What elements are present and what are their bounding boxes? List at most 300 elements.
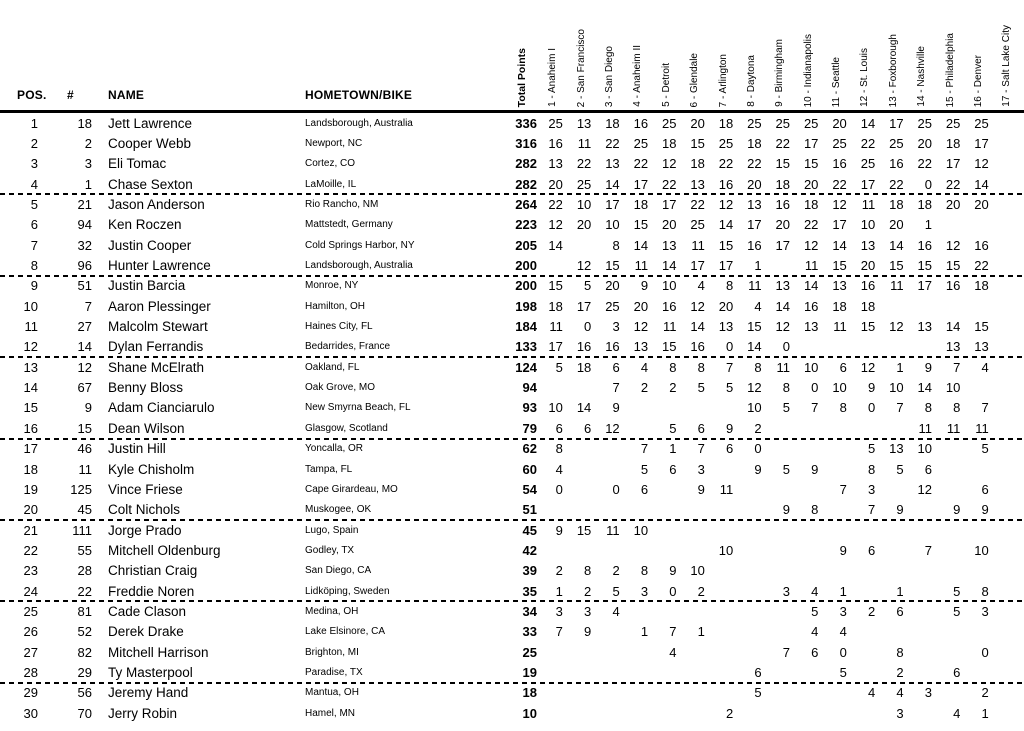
hometown-cell: Lidköping, Sweden xyxy=(305,585,390,597)
round-points-cell: 1 xyxy=(640,624,649,640)
pos-cell: 14 xyxy=(23,380,38,396)
hometown-cell: Mantua, OH xyxy=(305,687,359,699)
round-points-cell: 25 xyxy=(690,217,705,233)
total-points-cell: 33 xyxy=(522,624,537,640)
round-points-cell: 0 xyxy=(782,339,791,355)
total-points-cell: 35 xyxy=(522,583,537,599)
round-points-cell: 25 xyxy=(832,136,847,152)
round-points-cell: 8 xyxy=(981,583,989,599)
round-points-cell: 12 xyxy=(803,237,819,253)
round-points-cell: 6 xyxy=(811,644,819,660)
round-points-cell: 8 xyxy=(811,502,819,518)
hometown-cell: Cold Springs Harbor, NY xyxy=(305,239,415,251)
number-cell: 14 xyxy=(77,339,92,355)
round-points-cell: 15 xyxy=(661,339,677,355)
round-points-cell: 17 xyxy=(945,156,961,172)
round-points-cell: 8 xyxy=(839,400,847,416)
round-points-cell: 13 xyxy=(832,278,847,294)
hometown-cell: Lake Elsinore, CA xyxy=(305,626,386,638)
table-row xyxy=(0,296,1024,316)
pos-cell: 12 xyxy=(23,339,38,355)
round-points-cell: 16 xyxy=(661,298,677,314)
round-points-cell: 25 xyxy=(718,136,734,152)
round-points-cell: 14 xyxy=(889,237,904,253)
round-points-cell: 14 xyxy=(917,380,932,396)
round-points-cell: 18 xyxy=(633,197,649,213)
round-points-cell: 15 xyxy=(718,237,734,253)
round-points-cell: 17 xyxy=(889,115,904,131)
round-points-cell: 3 xyxy=(640,583,649,599)
total-points-cell: 336 xyxy=(515,115,537,131)
round-points-cell: 2 xyxy=(896,664,904,680)
round-points-cell: 7 xyxy=(896,400,904,416)
round-points-cell: 11 xyxy=(861,197,876,213)
round-points-cell: 5 xyxy=(953,583,961,599)
round-points-cell: 2 xyxy=(555,563,563,579)
round-points-cell: 0 xyxy=(555,481,563,497)
round-points-cell: 13 xyxy=(633,339,649,355)
round-points-cell: 7 xyxy=(726,359,734,375)
round-points-cell: 15 xyxy=(945,258,961,274)
round-points-cell: 6 xyxy=(726,441,734,457)
round-points-cell: 9 xyxy=(726,420,734,436)
round-points-cell: 11 xyxy=(776,359,791,375)
pos-cell: 11 xyxy=(24,319,38,335)
round-points-cell: 16 xyxy=(548,136,563,152)
table-row xyxy=(0,337,1024,357)
col-header-round-15 xyxy=(936,0,964,110)
total-points-cell: 42 xyxy=(522,542,537,558)
round-header-label: 5 - Detroit xyxy=(660,63,672,107)
number-cell: 29 xyxy=(77,664,92,680)
total-points-cell: 19 xyxy=(522,664,537,680)
round-points-cell: 1 xyxy=(754,258,762,274)
total-points-cell: 39 xyxy=(522,563,537,579)
round-points-cell: 16 xyxy=(747,237,762,253)
round-points-cell: 12 xyxy=(747,380,762,396)
round-points-cell: 2 xyxy=(981,685,989,701)
round-points-cell: 10 xyxy=(860,217,876,233)
round-points-cell: 14 xyxy=(803,278,819,294)
round-header-label: 8 - Daytona xyxy=(745,55,757,107)
hometown-cell: Cortez, CO xyxy=(305,158,356,170)
round-points-cell: 15 xyxy=(775,156,791,172)
round-points-cell: 11 xyxy=(890,278,904,294)
round-points-cell: 3 xyxy=(867,481,876,497)
round-points-cell: 0 xyxy=(924,176,932,192)
number-cell: 45 xyxy=(77,502,92,518)
round-points-cell: 13 xyxy=(548,156,563,172)
number-cell: 55 xyxy=(77,542,92,558)
table-row xyxy=(0,174,1024,194)
round-points-cell: 16 xyxy=(889,156,904,172)
name-cell: Jason Anderson xyxy=(108,197,205,213)
round-points-cell: 6 xyxy=(924,461,932,477)
round-points-cell: 1 xyxy=(924,217,932,233)
round-points-cell: 15 xyxy=(690,136,705,152)
round-points-cell: 6 xyxy=(555,420,563,436)
round-points-cell: 18 xyxy=(974,278,989,294)
table-row xyxy=(0,377,1024,397)
round-points-cell: 9 xyxy=(896,502,904,518)
round-points-cell: 22 xyxy=(633,156,649,172)
round-points-cell: 7 xyxy=(782,644,791,660)
round-points-cell: 1 xyxy=(669,441,677,457)
number-cell: 2 xyxy=(84,136,92,152)
round-points-cell: 20 xyxy=(974,197,989,213)
round-points-cell: 15 xyxy=(548,278,563,294)
col-header-name: NAME xyxy=(108,88,145,102)
round-points-cell: 13 xyxy=(974,339,989,355)
round-points-cell: 2 xyxy=(612,563,620,579)
round-points-cell: 17 xyxy=(775,237,791,253)
round-points-cell: 20 xyxy=(690,115,705,131)
pos-cell: 7 xyxy=(30,237,38,253)
name-cell: Colt Nichols xyxy=(108,502,181,518)
col-header-pos: POS. xyxy=(17,88,47,102)
round-points-cell: 9 xyxy=(697,481,705,497)
round-header-label: 9 - Birmingham xyxy=(774,39,786,107)
round-points-cell: 11 xyxy=(975,420,989,436)
round-points-cell: 14 xyxy=(690,319,705,335)
round-points-cell: 12 xyxy=(945,237,961,253)
col-header-round-2 xyxy=(567,0,595,110)
round-header-label: 15 - Philadelphia xyxy=(944,32,956,107)
round-points-cell: 16 xyxy=(803,298,819,314)
table-row xyxy=(0,581,1024,601)
number-cell: 3 xyxy=(84,156,92,172)
round-points-cell: 22 xyxy=(945,176,961,192)
round-points-cell: 16 xyxy=(832,156,847,172)
col-header-round-16 xyxy=(965,0,993,110)
round-points-cell: 5 xyxy=(697,380,705,396)
pos-cell: 21 xyxy=(23,522,38,538)
table-row xyxy=(0,316,1024,336)
round-points-cell: 7 xyxy=(697,441,705,457)
round-points-cell: 6 xyxy=(584,420,592,436)
pos-cell: 17 xyxy=(23,441,38,457)
number-cell: 1 xyxy=(84,176,92,192)
round-points-cell: 7 xyxy=(612,380,620,396)
number-cell: 81 xyxy=(77,603,92,619)
total-points-cell: 264 xyxy=(515,197,537,213)
number-cell: 94 xyxy=(77,217,92,233)
pos-cell: 16 xyxy=(23,420,38,436)
round-points-cell: 17 xyxy=(576,298,592,314)
round-points-cell: 4 xyxy=(640,359,649,375)
round-points-cell: 25 xyxy=(661,115,677,131)
round-points-cell: 25 xyxy=(775,115,791,131)
round-points-cell: 9 xyxy=(924,359,932,375)
round-points-cell: 25 xyxy=(747,115,762,131)
round-points-cell: 14 xyxy=(945,319,961,335)
round-points-cell: 20 xyxy=(548,176,563,192)
round-points-cell: 6 xyxy=(669,461,677,477)
total-points-cell: 54 xyxy=(522,481,537,497)
round-points-cell: 10 xyxy=(747,400,762,416)
round-points-cell: 12 xyxy=(832,197,847,213)
hometown-cell: New Smyrna Beach, FL xyxy=(305,402,411,414)
pos-cell: 3 xyxy=(30,156,38,172)
round-points-cell: 8 xyxy=(584,563,592,579)
round-points-cell: 18 xyxy=(775,176,791,192)
round-points-cell: 7 xyxy=(839,481,847,497)
round-header-label: 12 - St. Louis xyxy=(859,48,871,107)
round-points-cell: 3 xyxy=(981,603,989,619)
hometown-cell: Brighton, MI xyxy=(305,646,359,658)
round-points-cell: 5 xyxy=(584,278,592,294)
table-row xyxy=(0,418,1024,438)
round-points-cell: 10 xyxy=(633,522,649,538)
round-header-label: 1 - Anaheim I xyxy=(547,48,559,107)
round-points-cell: 5 xyxy=(555,359,563,375)
hometown-cell: Lugo, Spain xyxy=(305,524,359,536)
hometown-cell: Monroe, NY xyxy=(305,280,359,292)
round-points-cell: 25 xyxy=(633,136,649,152)
round-points-cell: 18 xyxy=(747,136,762,152)
round-points-cell: 2 xyxy=(867,603,876,619)
name-cell: Cade Clason xyxy=(108,603,187,619)
round-points-cell: 10 xyxy=(889,380,904,396)
round-points-cell: 0 xyxy=(754,441,762,457)
table-row xyxy=(0,276,1024,296)
round-header-label: 7 - Arlington xyxy=(717,53,729,107)
number-cell: 7 xyxy=(84,298,92,314)
col-header-total-points: Total Points xyxy=(515,47,528,107)
round-points-cell: 14 xyxy=(633,237,649,253)
round-points-cell: 13 xyxy=(889,441,904,457)
round-points-cell: 18 xyxy=(803,197,819,213)
round-points-cell: 6 xyxy=(754,664,762,680)
round-points-cell: 16 xyxy=(576,339,592,355)
round-points-cell: 2 xyxy=(697,583,705,599)
round-points-cell: 14 xyxy=(832,237,847,253)
number-cell: 46 xyxy=(77,441,92,457)
round-points-cell: 0 xyxy=(726,339,734,355)
number-cell: 12 xyxy=(77,359,92,375)
col-header-round-6 xyxy=(681,0,709,110)
pos-cell: 25 xyxy=(23,603,38,619)
round-points-cell: 17 xyxy=(633,176,649,192)
round-points-cell: 10 xyxy=(661,278,677,294)
round-points-cell: 9 xyxy=(839,542,847,558)
pos-cell: 13 xyxy=(23,359,38,375)
name-cell: Benny Bloss xyxy=(108,380,184,396)
round-header-label: 4 - Anaheim II xyxy=(632,45,644,107)
round-points-cell: 20 xyxy=(718,298,734,314)
round-points-cell: 14 xyxy=(661,258,677,274)
pos-cell: 8 xyxy=(30,258,38,274)
round-points-cell: 20 xyxy=(661,217,677,233)
pos-cell: 28 xyxy=(23,664,38,680)
table-row xyxy=(0,703,1024,723)
round-points-cell: 22 xyxy=(832,176,847,192)
round-points-cell: 1 xyxy=(839,583,847,599)
pos-cell: 27 xyxy=(23,644,38,660)
round-points-cell: 8 xyxy=(669,359,677,375)
pos-cell: 18 xyxy=(23,461,38,477)
col-header-round-13 xyxy=(880,0,908,110)
round-points-cell: 25 xyxy=(803,115,819,131)
round-points-cell: 25 xyxy=(860,156,876,172)
round-points-cell: 5 xyxy=(669,420,677,436)
name-cell: Adam Cianciarulo xyxy=(108,400,215,416)
table-row xyxy=(0,622,1024,642)
number-cell: 125 xyxy=(70,481,92,497)
round-points-cell: 16 xyxy=(917,237,932,253)
number-cell: 70 xyxy=(77,705,92,721)
round-points-cell: 14 xyxy=(974,176,989,192)
round-points-cell: 10 xyxy=(803,359,819,375)
hometown-cell: Oakland, FL xyxy=(305,361,360,373)
round-points-cell: 12 xyxy=(860,359,876,375)
round-points-cell: 20 xyxy=(775,217,791,233)
round-points-cell: 22 xyxy=(889,176,904,192)
pos-cell: 26 xyxy=(23,624,38,640)
name-cell: Hunter Lawrence xyxy=(108,258,211,274)
table-row xyxy=(0,398,1024,418)
table-row xyxy=(0,113,1024,133)
round-points-cell: 13 xyxy=(718,319,734,335)
round-points-cell: 25 xyxy=(974,115,989,131)
round-points-cell: 5 xyxy=(867,441,876,457)
pos-cell: 5 xyxy=(30,197,38,213)
round-points-cell: 16 xyxy=(718,176,734,192)
round-points-cell: 3 xyxy=(584,603,592,619)
name-cell: Eli Tomac xyxy=(108,156,167,172)
table-row xyxy=(0,500,1024,520)
total-points-cell: 198 xyxy=(515,298,537,314)
table-header xyxy=(0,0,1024,113)
round-points-cell: 11 xyxy=(946,420,961,436)
round-header-label: 13 - Foxborough xyxy=(887,33,899,107)
round-points-cell: 20 xyxy=(576,217,592,233)
pos-cell: 22 xyxy=(23,542,38,558)
round-points-cell: 9 xyxy=(640,278,649,294)
col-header-round-17 xyxy=(993,0,1021,110)
round-points-cell: 16 xyxy=(945,278,961,294)
pos-cell: 10 xyxy=(23,298,38,314)
pos-cell: 1 xyxy=(30,115,38,131)
round-points-cell: 10 xyxy=(917,441,932,457)
number-cell: 51 xyxy=(77,278,92,294)
round-points-cell: 6 xyxy=(697,420,705,436)
round-points-cell: 9 xyxy=(811,461,819,477)
round-points-cell: 18 xyxy=(548,298,563,314)
name-cell: Vince Friese xyxy=(108,481,183,497)
round-points-cell: 25 xyxy=(889,136,904,152)
number-cell: 52 xyxy=(77,624,92,640)
total-points-cell: 133 xyxy=(515,339,537,355)
round-points-cell: 2 xyxy=(584,583,592,599)
round-points-cell: 14 xyxy=(718,217,734,233)
table-row xyxy=(0,601,1024,621)
hometown-cell: San Diego, CA xyxy=(305,565,372,577)
hometown-cell: Glasgow, Scotland xyxy=(305,422,388,434)
round-points-cell: 7 xyxy=(953,359,961,375)
round-points-cell: 9 xyxy=(669,563,677,579)
round-points-cell: 1 xyxy=(981,705,989,721)
round-points-cell: 17 xyxy=(548,339,563,355)
round-points-cell: 1 xyxy=(896,359,904,375)
round-points-cell: 6 xyxy=(953,664,961,680)
total-points-cell: 94 xyxy=(522,380,537,396)
table-row xyxy=(0,662,1024,682)
number-cell: 67 xyxy=(77,380,92,396)
pos-cell: 2 xyxy=(30,136,38,152)
total-points-cell: 62 xyxy=(522,441,537,457)
round-header-label: 10 - Indianapolis xyxy=(802,33,814,107)
hometown-cell: Newport, NC xyxy=(305,138,363,150)
round-points-cell: 9 xyxy=(754,461,762,477)
round-points-cell: 12 xyxy=(974,156,989,172)
round-points-cell: 22 xyxy=(775,136,791,152)
round-points-cell: 18 xyxy=(889,197,904,213)
round-points-cell: 7 xyxy=(811,400,819,416)
pos-cell: 4 xyxy=(30,176,38,192)
hometown-cell: Yoncalla, OR xyxy=(305,443,363,455)
hometown-cell: Landsborough, Australia xyxy=(305,117,413,129)
table-row xyxy=(0,642,1024,662)
round-points-cell: 12 xyxy=(889,319,904,335)
round-points-cell: 3 xyxy=(896,705,904,721)
round-points-cell: 22 xyxy=(605,136,620,152)
round-points-cell: 20 xyxy=(832,115,847,131)
round-points-cell: 1 xyxy=(555,583,563,599)
col-header-round-8 xyxy=(738,0,766,110)
round-points-cell: 22 xyxy=(661,176,677,192)
pos-cell: 19 xyxy=(23,481,38,497)
round-points-cell: 15 xyxy=(860,319,876,335)
round-points-cell: 8 xyxy=(896,644,904,660)
round-points-cell: 17 xyxy=(917,278,932,294)
round-points-cell: 7 xyxy=(669,624,677,640)
round-points-cell: 3 xyxy=(839,603,847,619)
round-points-cell: 4 xyxy=(839,624,847,640)
round-points-cell: 2 xyxy=(640,380,649,396)
round-points-cell: 6 xyxy=(640,481,649,497)
round-points-cell: 22 xyxy=(747,156,762,172)
name-cell: Dylan Ferrandis xyxy=(108,339,204,355)
round-points-cell: 13 xyxy=(945,339,961,355)
round-points-cell: 11 xyxy=(918,420,932,436)
round-points-cell: 6 xyxy=(612,359,620,375)
round-points-cell: 10 xyxy=(718,542,734,558)
round-points-cell: 22 xyxy=(718,156,734,172)
name-cell: Justin Barcia xyxy=(108,278,186,294)
pos-cell: 20 xyxy=(23,502,38,518)
round-points-cell: 13 xyxy=(576,115,592,131)
table-body xyxy=(0,113,1024,723)
hometown-cell: Hamilton, OH xyxy=(305,300,366,312)
round-points-cell: 14 xyxy=(605,176,620,192)
round-points-cell: 11 xyxy=(719,481,734,497)
total-points-cell: 124 xyxy=(515,359,537,375)
round-points-cell: 4 xyxy=(555,461,563,477)
round-points-cell: 17 xyxy=(803,136,819,152)
round-points-cell: 18 xyxy=(860,298,876,314)
number-cell: 9 xyxy=(84,400,92,416)
total-points-cell: 79 xyxy=(522,420,537,436)
round-points-cell: 22 xyxy=(803,217,819,233)
round-points-cell: 8 xyxy=(697,359,705,375)
col-header-hometown: HOMETOWN/BIKE xyxy=(305,88,413,102)
table-row xyxy=(0,215,1024,235)
round-points-cell: 22 xyxy=(917,156,932,172)
round-points-cell: 11 xyxy=(833,319,847,335)
round-points-cell: 10 xyxy=(576,197,592,213)
round-points-cell: 0 xyxy=(839,644,847,660)
